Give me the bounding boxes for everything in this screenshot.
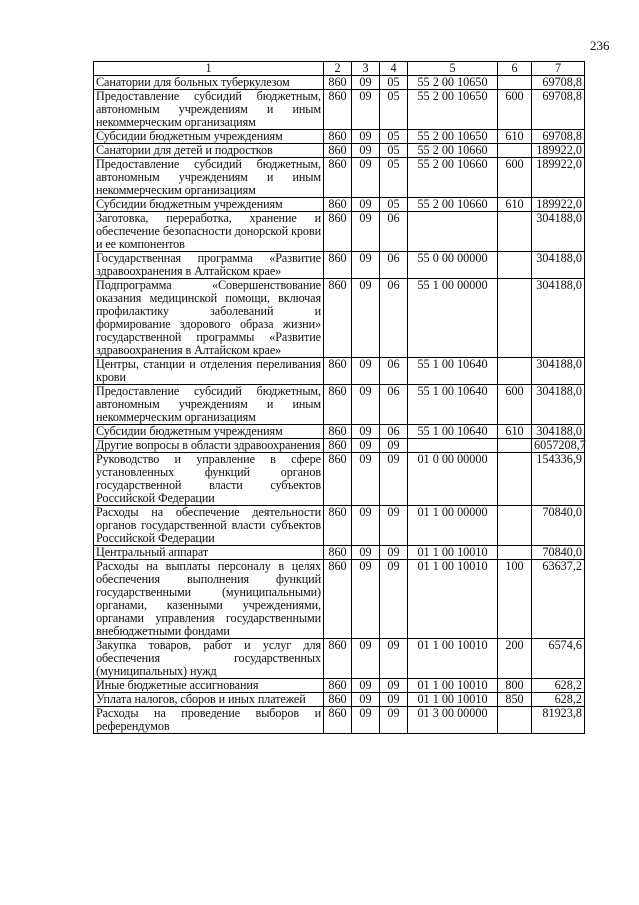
row-expense-type: 600	[498, 385, 532, 425]
header-cell: 3	[352, 62, 380, 76]
row-subsection: 09	[380, 639, 408, 679]
row-name: Государственная программа «Развитие здравоохранения в Алтайском крае»	[94, 252, 324, 279]
row-subsection: 09	[380, 693, 408, 707]
row-expense-type	[498, 279, 532, 358]
row-subsection: 05	[380, 130, 408, 144]
row-target-article: 01 1 00 10010	[408, 546, 498, 560]
table-row	[94, 358, 585, 385]
header-cell: 5	[408, 62, 498, 76]
row-code: 860	[324, 425, 352, 439]
table-row	[94, 385, 585, 425]
row-expense-type	[498, 439, 532, 453]
row-section: 09	[352, 425, 380, 439]
row-amount: 304188,0	[532, 252, 585, 279]
table-row	[94, 279, 585, 358]
row-amount: 628,2	[532, 679, 585, 693]
row-code: 860	[324, 212, 352, 252]
row-code: 860	[324, 693, 352, 707]
budget-table	[93, 61, 585, 734]
row-code: 860	[324, 198, 352, 212]
table-row	[94, 130, 585, 144]
row-code: 860	[324, 506, 352, 546]
row-code: 860	[324, 90, 352, 130]
row-subsection: 06	[380, 252, 408, 279]
row-amount: 69708,8	[532, 90, 585, 130]
header-row	[94, 62, 585, 76]
row-amount: 69708,8	[532, 130, 585, 144]
row-amount: 70840,0	[532, 546, 585, 560]
row-code: 860	[324, 252, 352, 279]
row-subsection: 09	[380, 506, 408, 546]
row-amount: 6057208,7	[532, 439, 585, 453]
row-expense-type	[498, 546, 532, 560]
row-name: Субсидии бюджетным учреждениям	[94, 425, 324, 439]
row-name: Санатории для больных туберкулезом	[94, 76, 324, 90]
header-cell: 6	[498, 62, 532, 76]
row-section: 09	[352, 252, 380, 279]
row-target-article: 55 2 00 10650	[408, 76, 498, 90]
row-subsection: 09	[380, 453, 408, 506]
row-amount: 304188,0	[532, 425, 585, 439]
table-row	[94, 90, 585, 130]
row-target-article: 01 1 00 10010	[408, 560, 498, 639]
row-name: Предоставление субсидий бюджетным, автономным учреждениям и иным некоммерческим организациям	[94, 158, 324, 198]
table-body	[94, 76, 585, 734]
row-section: 09	[352, 639, 380, 679]
header-cell: 1	[94, 62, 324, 76]
row-target-article: 55 2 00 10650	[408, 90, 498, 130]
row-amount: 154336,9	[532, 453, 585, 506]
row-code: 860	[324, 385, 352, 425]
row-name: Субсидии бюджетным учреждениям	[94, 198, 324, 212]
row-code: 860	[324, 639, 352, 679]
row-section: 09	[352, 358, 380, 385]
table-row	[94, 453, 585, 506]
row-target-article: 01 0 00 00000	[408, 453, 498, 506]
row-section: 09	[352, 693, 380, 707]
table-row	[94, 198, 585, 212]
row-code: 860	[324, 439, 352, 453]
row-target-article: 55 0 00 00000	[408, 252, 498, 279]
row-name: Субсидии бюджетным учреждениям	[94, 130, 324, 144]
row-expense-type	[498, 252, 532, 279]
row-expense-type	[498, 144, 532, 158]
row-amount: 63637,2	[532, 560, 585, 639]
row-name: Центральный аппарат	[94, 546, 324, 560]
row-code: 860	[324, 76, 352, 90]
row-expense-type	[498, 453, 532, 506]
row-target-article: 01 1 00 10010	[408, 693, 498, 707]
row-section: 09	[352, 158, 380, 198]
row-target-article: 55 2 00 10660	[408, 158, 498, 198]
table-row	[94, 693, 585, 707]
row-subsection: 09	[380, 546, 408, 560]
row-target-article: 01 1 00 10010	[408, 639, 498, 679]
row-name: Заготовка, переработка, хранение и обеспечение безопасности донорской крови и ее компонентов	[94, 212, 324, 252]
row-name: Руководство и управление в сфере установленных функций органов государственной власти субъектов Российской Федерации	[94, 453, 324, 506]
row-amount: 304188,0	[532, 212, 585, 252]
row-section: 09	[352, 385, 380, 425]
row-section: 09	[352, 453, 380, 506]
row-expense-type: 600	[498, 90, 532, 130]
row-section: 09	[352, 198, 380, 212]
row-subsection: 06	[380, 212, 408, 252]
row-target-article: 01 1 00 00000	[408, 506, 498, 546]
row-expense-type	[498, 707, 532, 734]
row-subsection: 06	[380, 385, 408, 425]
header-cell: 7	[532, 62, 585, 76]
row-target-article: 55 1 00 10640	[408, 385, 498, 425]
row-target-article: 01 1 00 10010	[408, 679, 498, 693]
row-name: Уплата налогов, сборов и иных платежей	[94, 693, 324, 707]
table-row	[94, 158, 585, 198]
row-subsection: 06	[380, 279, 408, 358]
row-target-article: 55 2 00 10660	[408, 198, 498, 212]
row-code: 860	[324, 546, 352, 560]
row-expense-type: 610	[498, 130, 532, 144]
row-code: 860	[324, 158, 352, 198]
row-section: 09	[352, 560, 380, 639]
row-name: Санатории для детей и подростков	[94, 144, 324, 158]
row-target-article: 55 1 00 10640	[408, 425, 498, 439]
row-amount: 304188,0	[532, 358, 585, 385]
row-expense-type: 600	[498, 158, 532, 198]
row-expense-type	[498, 212, 532, 252]
table-row	[94, 679, 585, 693]
row-target-article: 55 2 00 10660	[408, 144, 498, 158]
row-code: 860	[324, 679, 352, 693]
row-section: 09	[352, 90, 380, 130]
row-name: Другие вопросы в области здравоохранения	[94, 439, 324, 453]
row-expense-type: 610	[498, 198, 532, 212]
row-code: 860	[324, 707, 352, 734]
row-subsection: 06	[380, 358, 408, 385]
row-target-article: 55 1 00 10640	[408, 358, 498, 385]
row-section: 09	[352, 506, 380, 546]
row-expense-type	[498, 506, 532, 546]
row-name: Предоставление субсидий бюджетным, автономным учреждениям и иным некоммерческим организациям	[94, 90, 324, 130]
row-name: Расходы на выплаты персоналу в целях обеспечения выполнения функций государственными (муниципальными) органами, казенными учреждениями, органами управления государственными внебюджетными фондами	[94, 560, 324, 639]
row-section: 09	[352, 130, 380, 144]
row-expense-type: 800	[498, 679, 532, 693]
row-amount: 304188,0	[532, 385, 585, 425]
row-name: Центры, станции и отделения переливания крови	[94, 358, 324, 385]
row-name: Подпрограмма «Совершенствование оказания медицинской помощи, включая профилактику заболеваний и формирование здорового образа жизни» государственной программы «Развитие здравоохранения в Алтайском крае»	[94, 279, 324, 358]
table-row	[94, 425, 585, 439]
row-expense-type: 850	[498, 693, 532, 707]
table-row	[94, 439, 585, 453]
row-name: Закупка товаров, работ и услуг для обеспечения государственных (муниципальных) нужд	[94, 639, 324, 679]
row-code: 860	[324, 279, 352, 358]
row-target-article: 55 1 00 00000	[408, 279, 498, 358]
row-section: 09	[352, 679, 380, 693]
row-amount: 189922,0	[532, 158, 585, 198]
table-row	[94, 560, 585, 639]
row-amount: 189922,0	[532, 144, 585, 158]
row-section: 09	[352, 707, 380, 734]
row-amount: 81923,8	[532, 707, 585, 734]
table-row	[94, 639, 585, 679]
row-subsection: 09	[380, 439, 408, 453]
row-expense-type: 100	[498, 560, 532, 639]
page-number: 236	[590, 38, 610, 53]
row-section: 09	[352, 212, 380, 252]
row-target-article	[408, 439, 498, 453]
header-cell: 2	[324, 62, 352, 76]
row-subsection: 05	[380, 76, 408, 90]
row-subsection: 09	[380, 707, 408, 734]
table-row	[94, 546, 585, 560]
row-target-article: 01 3 00 00000	[408, 707, 498, 734]
row-subsection: 05	[380, 198, 408, 212]
row-code: 860	[324, 358, 352, 385]
table-row	[94, 252, 585, 279]
row-name: Расходы на проведение выборов и референдумов	[94, 707, 324, 734]
row-amount: 6574,6	[532, 639, 585, 679]
table-row	[94, 76, 585, 90]
row-name: Предоставление субсидий бюджетным, автономным учреждениям и иным некоммерческим организациям	[94, 385, 324, 425]
row-name: Расходы на обеспечение деятельности органов государственной власти субъектов Российской Федерации	[94, 506, 324, 546]
table-row	[94, 212, 585, 252]
table-row	[94, 144, 585, 158]
row-subsection: 06	[380, 425, 408, 439]
row-code: 860	[324, 560, 352, 639]
header-cell: 4	[380, 62, 408, 76]
row-code: 860	[324, 130, 352, 144]
row-target-article: 55 2 00 10650	[408, 130, 498, 144]
row-subsection: 05	[380, 90, 408, 130]
row-code: 860	[324, 144, 352, 158]
row-section: 09	[352, 76, 380, 90]
row-section: 09	[352, 439, 380, 453]
row-code: 860	[324, 453, 352, 506]
row-amount: 189922,0	[532, 198, 585, 212]
row-subsection: 09	[380, 679, 408, 693]
row-expense-type: 610	[498, 425, 532, 439]
row-expense-type	[498, 76, 532, 90]
row-name: Иные бюджетные ассигнования	[94, 679, 324, 693]
row-amount: 70840,0	[532, 506, 585, 546]
row-subsection: 05	[380, 158, 408, 198]
row-subsection: 05	[380, 144, 408, 158]
table-row	[94, 707, 585, 734]
row-expense-type: 200	[498, 639, 532, 679]
row-section: 09	[352, 546, 380, 560]
row-section: 09	[352, 279, 380, 358]
row-amount: 304188,0	[532, 279, 585, 358]
table-row	[94, 506, 585, 546]
row-amount: 69708,8	[532, 76, 585, 90]
row-expense-type	[498, 358, 532, 385]
row-target-article	[408, 212, 498, 252]
row-amount: 628,2	[532, 693, 585, 707]
row-section: 09	[352, 144, 380, 158]
row-subsection: 09	[380, 560, 408, 639]
